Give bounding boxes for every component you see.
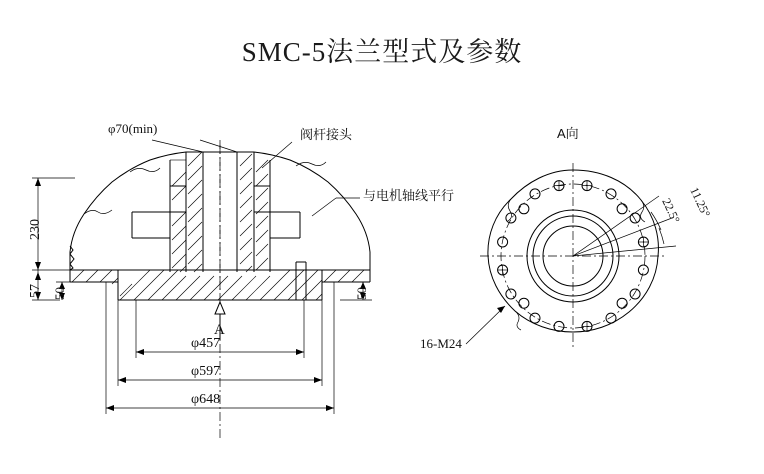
section-arrow-label-a: A (214, 322, 225, 338)
label-angle-225: 22.5° (659, 196, 683, 226)
label-bore-min: φ70(min) (108, 121, 158, 136)
page-title: SMC-5法兰型式及参数 (241, 37, 523, 67)
dimension-50-left: 50 (52, 287, 67, 300)
label-view-a: A向 (557, 126, 579, 141)
label-bolts-16-m24: 16-M24 (420, 336, 462, 351)
dimension-dia-597: φ597 (191, 364, 221, 379)
dimension-50-right: 50 (354, 287, 369, 300)
dimension-230: 230 (28, 219, 43, 240)
dimension-dia-457: φ457 (191, 336, 221, 351)
dimension-dia-648: φ648 (191, 392, 221, 407)
dimension-57: 57 (28, 284, 43, 298)
label-angle-1125: 11.25° (687, 185, 714, 220)
label-stem-coupling: 阀杆接头 (300, 127, 353, 142)
label-motor-axis-parallel: 与电机轴线平行 (363, 188, 455, 203)
